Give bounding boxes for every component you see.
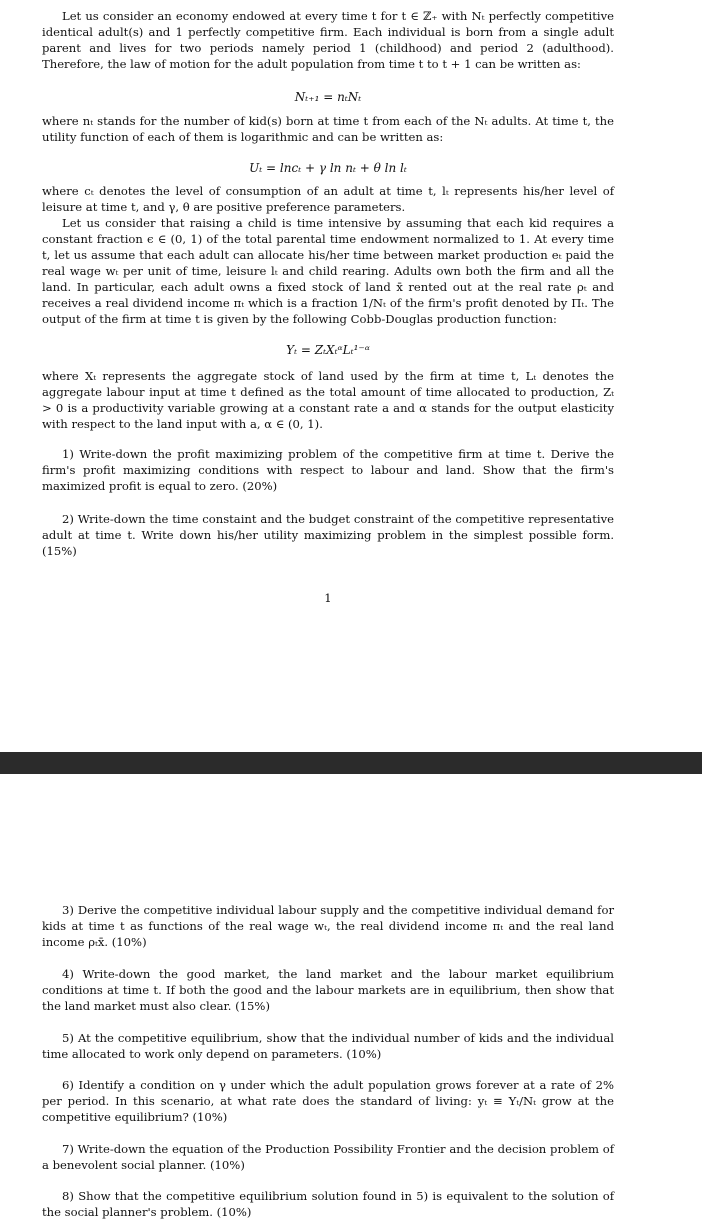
question-8: 8) Show that the competitive equilibrium solution found in 5) is equivalent to the solution of the social planner's problem. (10%) [42,1189,614,1219]
equation-production: Yₜ = ZₜXₜᵅLₜ¹⁻ᵅ [286,343,370,357]
paragraph-time-allocation: Let us consider that raising a child is time intensive by assuming that each kid requires a constant fraction ϵ ∈ (0, 1) of the total parental time endowment normalized to 1. At every time t, let us assume that each adult can allocate his/her time between market production eₜ paid the real wage wₜ per unit of time, leisure lₜ and child rearing. Adults own both the firm and all the land. In particular, each adult owns a fixed stock of land x̄ rented out at the real rate ρₜ and receives a real dividend income πₜ which is a fraction 1/Nₜ of the firm's profit denoted by Πₜ. The output of the firm at time t is given by the following Cobb-Douglas production function: [42,216,614,326]
question-3: 3) Derive the competitive individual labour supply and the competitive individual demand for kids at time t as functions of the real wage wₜ, the real dividend income πₜ and the real land income ρₜx̄. (10%) [42,903,614,949]
paragraph-intro: Let us consider an economy endowed at every time t for t ∈ ℤ₊ with Nₜ perfectly competitive identical adult(s) and 1 perfectly competitive firm. Each individual is born from a single adult parent and lives for two periods namely period 1 (childhood) and period 2 (adulthood). Therefore, the law of motion for the adult population from time t to t + 1 can be written as: [42,9,614,71]
paragraph-land: where Xₜ represents the aggregate stock of land used by the firm at time t, Lₜ denotes the aggregate labour input at time t defined as the total amount of time allocated to production, Zₜ > 0 is a productivity variable growing at a constant rate a and α stands for the output elasticity with respect to the land input with a, α ∈ (0, 1). [42,369,614,431]
question-6: 6) Identify a condition on γ under which the adult population grows forever at a rate of 2% per period. In this scenario, at what rate does the standard of living: yₜ ≡ Yₜ/Nₜ grow at the competitive equilibrium? (10%) [42,1078,614,1124]
question-7: 7) Write-down the equation of the Production Possibility Frontier and the decision problem of a benevolent social planner. (10%) [42,1142,614,1172]
paragraph-kids: where nₜ stands for the number of kid(s) born at time t from each of the Nₜ adults. At time t, the utility function of each of them is logarithmic and can be written as: [42,114,614,144]
page-divider [0,752,702,774]
paragraph-consumption: where cₜ denotes the level of consumption of an adult at time t, lₜ represents his/her level of leisure at time t, and γ, θ are positive preference parameters. [42,184,614,214]
page-2 [0,774,702,1230]
question-4: 4) Write-down the good market, the land market and the labour market equilibrium conditions at time t. If both the good and the labour markets are in equilibrium, then show that the land market must also clear. (15%) [42,967,614,1013]
question-2: 2) Write-down the time constaint and the budget constraint of the competitive representative adult at time t. Write down his/her utility maximizing problem in the simplest possible form. (15%) [42,512,614,558]
question-5: 5) At the competitive equilibrium, show that the individual number of kids and the individual time allocated to work only depend on parameters. (10%) [42,1031,614,1061]
question-1: 1) Write-down the profit maximizing problem of the competitive firm at time t. Derive the firm's profit maximizing conditions with respect to labour and land. Show that the firm's maximized profit is equal to zero. (20%) [42,447,614,493]
equation-population-law: Nₜ₊₁ = nₜNₜ [294,90,362,104]
equation-utility: Uₜ = lncₜ + γ ln nₜ + θ ln lₜ [249,161,407,175]
page-number: 1 [324,591,332,605]
